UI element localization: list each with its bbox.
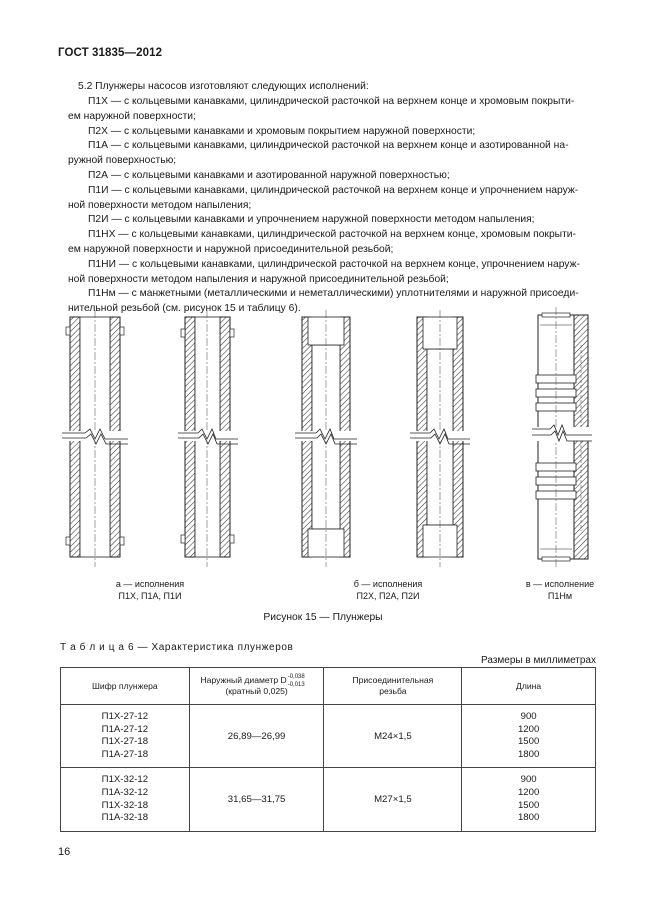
cell-thread: M27×1,5 xyxy=(324,768,462,831)
table-units: Размеры в миллиметрах xyxy=(481,655,596,666)
variant-line: П1НХ — с кольцевыми канавками, цилиндрической расточкой на верхнем конце, хромовым покрыти- xyxy=(88,229,576,241)
caption-a-line1: а — исполнения xyxy=(115,579,185,589)
cell-codes: П1Х-32-12 П1А-32-12 П1Х-32-18 П1А-32-18 xyxy=(61,768,190,831)
header-code: Шифр плунжера xyxy=(61,668,190,705)
variant-line: П2Х — с кольцевыми канавками и хромовым покрытием наружной поверхности; xyxy=(88,125,476,137)
plunger-c-drawing xyxy=(532,307,592,569)
caption-b-line1: б — исполнения xyxy=(353,579,423,589)
variant-line: ной поверхности методом напыления; xyxy=(68,199,252,211)
caption-b-line2: П2Х, П2А, П2И xyxy=(356,591,420,601)
caption-c xyxy=(490,578,630,602)
variant-line: ем наружной поверхности; xyxy=(68,110,196,122)
variant-line: ем наружной поверхности и наружной присоединительной резьбой; xyxy=(68,243,394,255)
table-row xyxy=(61,705,596,768)
variant-line: П1А — с кольцевыми канавками, цилиндрической расточкой на верхнем конце и азотированной на- xyxy=(88,140,569,152)
cell-thread: M24×1,5 xyxy=(324,705,462,768)
variants-list xyxy=(68,95,598,317)
caption-c-line1: в — исполнение xyxy=(525,579,595,589)
table-header-row xyxy=(61,668,596,705)
variant-line: ружной поверхностью; xyxy=(68,155,177,167)
variant-line: П2И — с кольцевыми канавками и упрочнением наружной поверхности методом напыления; xyxy=(88,214,535,226)
header-diameter: Наружный диаметр D -0,038 -0,013 (кратный 0,025) xyxy=(189,668,324,705)
cell-codes: П1Х-27-12 П1А-27-12 П1Х-27-18 П1А-27-18 xyxy=(61,705,190,768)
header-thread: Присоединительная резьба xyxy=(324,668,462,705)
plunger-b2-drawing xyxy=(410,310,470,567)
caption-a-line2: П1Х, П1А, П1И xyxy=(118,591,182,601)
plunger-a2-drawing xyxy=(178,310,238,567)
caption-a xyxy=(80,578,220,602)
variant-line: П1НИ — с кольцевыми канавками, цилиндрической расточкой на верхнем конце, упрочнением наруж- xyxy=(88,258,580,270)
cell-diameter: 31,65—31,75 xyxy=(189,768,324,831)
variant-line: П2А — с кольцевыми канавками и азотированной наружной поверхностью; xyxy=(88,169,450,181)
caption-b xyxy=(318,578,458,602)
cell-lengths: 900 1200 1500 1800 xyxy=(462,768,596,831)
figure-title: Рисунок 15 — Плунжеры xyxy=(263,612,383,623)
document-header: ГОСТ 31835—2012 xyxy=(58,47,163,59)
plunger-figure xyxy=(40,305,620,600)
plunger-b1-drawing xyxy=(295,310,357,567)
cell-lengths: 900 1200 1500 1800 xyxy=(462,705,596,768)
plungers-table xyxy=(60,667,596,832)
section-intro: 5.2 Плунжеры насосов изготовляют следующих исполнений: xyxy=(78,81,369,92)
header-length: Длина xyxy=(462,668,596,705)
plunger-a1-drawing xyxy=(62,310,128,567)
variant-line: ной поверхности методом напыления и наружной присоединительной резьбой; xyxy=(68,273,449,285)
cell-diameter: 26,89—26,99 xyxy=(189,705,324,768)
variant-line: П1Нм — с манжетными (металлическими и неметаллическими) уплотнителями и наружной присоеди- xyxy=(88,288,579,300)
table-title: Т а б л и ц а 6 — Характеристика плунжеров xyxy=(60,642,294,653)
table-row xyxy=(61,768,596,831)
page-number: 16 xyxy=(58,846,71,858)
caption-c-line2: П1Нм xyxy=(547,591,573,601)
variant-line: П1Х — с кольцевыми канавками, цилиндрической расточкой на верхнем конце и хромовым покрыти- xyxy=(88,96,575,107)
variant-line: нительной резьбой (см. рисунок 15 и таблицу 6). xyxy=(68,303,301,315)
variant-line: П1И — с кольцевыми канавками, цилиндрической расточкой на верхнем конце и упрочнением наруж- xyxy=(88,184,579,196)
